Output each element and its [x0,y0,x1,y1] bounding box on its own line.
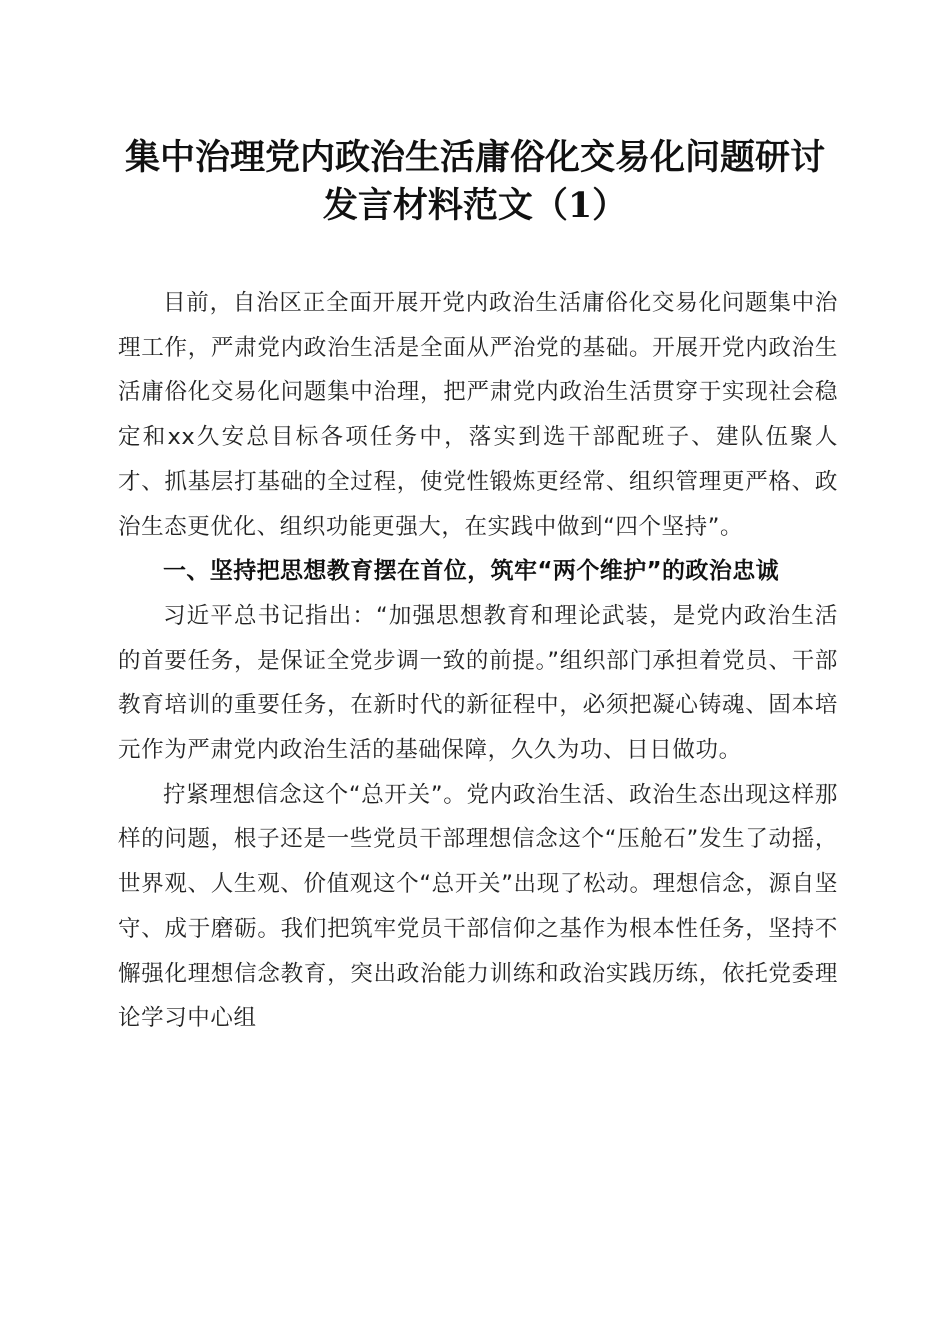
title-line-1: 集中治理党内政治生活庸俗化交易化问题研讨 [124,137,825,178]
ideals-paragraph: 拧紧理想信念这个“总开关”。党内政治生活、政治生态出现这样那样的问题，根子还是一些党员干部理想信念这个“压舱石”发生了动摇，世界观、人生观、价值观这个“总开关”出现了松动。理想信念，源自坚守、成于磨砺。我们把筑牢党员干部信仰之基作为根本性任务，坚持不懈强化理想信念教育，突出政治能力训练和政治实践历练，依托党委理论学习中心组 [118,781,838,1032]
section-heading-1: 一、坚持把思想教育摆在首位，筑牢“两个维护”的政治忠诚 [163,558,780,585]
quote-paragraph: 习近平总书记指出：“加强思想教育和理论武装，是党内政治生活的首要任务，是保证全党步调一致的前提。”组织部门承担着党员、干部教育培训的重要任务，在新时代的新征程中，必须把凝心铸魂、固本培元作为严肃党内政治生活的基础保障，久久为功、日日做功。 [118,602,838,764]
title-line-2: 发言材料范文（1） [322,185,628,226]
document-title [100,134,850,230]
document-body [118,281,838,1041]
intro-paragraph: 目前，自治区正全面开展开党内政治生活庸俗化交易化问题集中治理工作，严肃党内政治生活是全面从严治党的基础。开展开党内政治生活庸俗化交易化问题集中治理，把严肃党内政治生活贯穿于实现社会稳定和xx久安总目标各项任务中，落实到选干部配班子、建队伍聚人才、抓基层打基础的全过程，使党性锻炼更经常、组织管理更严格、政治生态更优化、组织功能更强大，在实践中做到“四个坚持”。 [118,290,838,540]
